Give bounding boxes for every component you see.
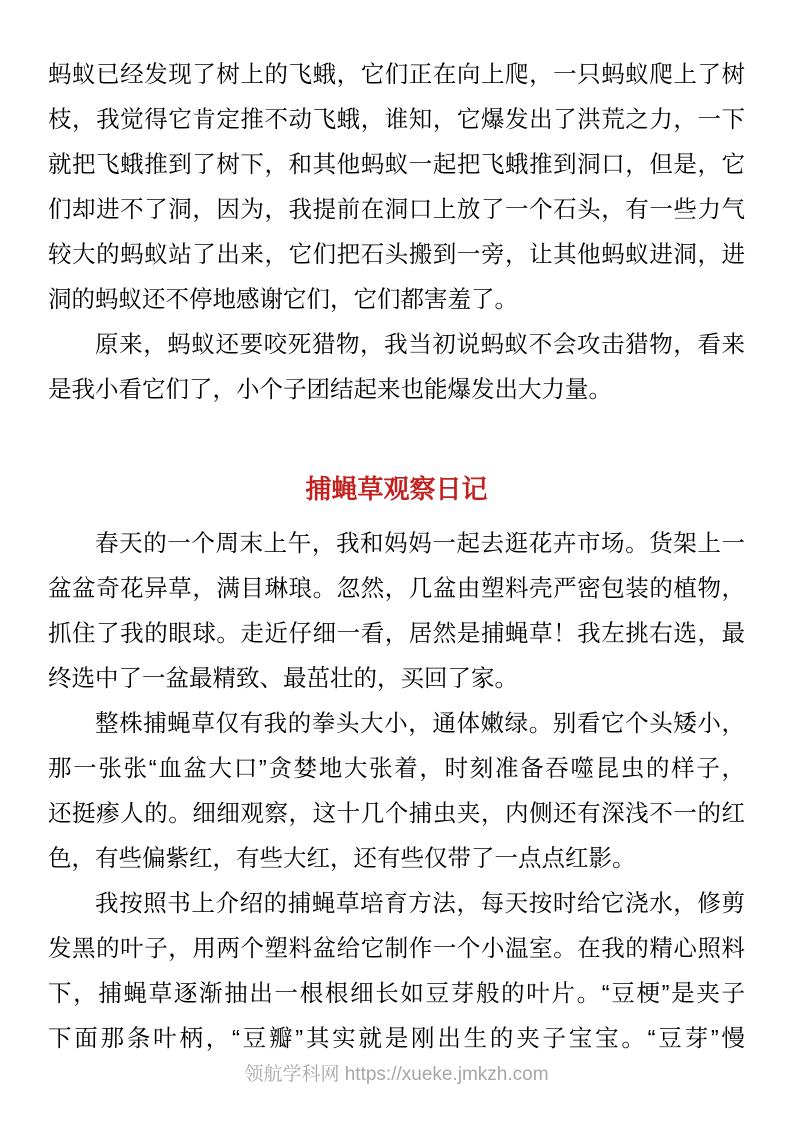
- text-line: 洞的蚂蚁还不停地感谢它们，它们都害羞了。: [48, 286, 518, 312]
- text-line: 下，捕蝇草逐渐抽出一根根细长如豆芽般的叶片。“豆梗”是夹子: [48, 980, 745, 1006]
- text-line: 盆盆奇花异草，满目琳琅。忽然，几盆由塑料壳严密包装的植物，: [48, 575, 745, 601]
- text-line: 色，有些偏紫红，有些大红，还有些仅带了一点点红影。: [48, 845, 636, 871]
- text-line: 春天的一个周末上午，我和妈妈一起去逛花卉市场。货架上一: [95, 530, 745, 556]
- text-line: 我按照书上介绍的捕蝇草培育方法，每天按时给它浇水，修剪: [95, 890, 745, 916]
- text-line: 抓住了我的眼球。走近仔细一看，居然是捕蝇草！我左挑右选，最: [48, 620, 745, 646]
- paragraph: [48, 701, 745, 881]
- text-line: 是我小看它们了，小个子团结起来也能爆发出大力量。: [48, 376, 612, 402]
- paragraph: [48, 521, 745, 701]
- essay-title: 捕蝇草观察日记: [305, 474, 488, 504]
- text-line: 就把飞蛾推到了树下，和其他蚂蚁一起把飞蛾推到洞口，但是，它: [48, 151, 745, 177]
- text-line: 还挺瘆人的。细细观察，这十几个捕虫夹，内侧还有深浅不一的红: [48, 800, 745, 826]
- paragraph: [48, 52, 745, 322]
- watermark-text: 领航学科网 https://xueke.jmkzh.com: [244, 1064, 549, 1085]
- paragraph: [48, 881, 745, 1061]
- text-line: 们却进不了洞，因为，我提前在洞口上放了一个石头，有一些力气: [48, 196, 745, 222]
- watermark: [0, 1062, 793, 1088]
- text-line: 蚂蚁已经发现了树上的飞蛾，它们正在向上爬，一只蚂蚁爬上了树: [48, 61, 745, 87]
- text-line: 原来，蚂蚁还要咬死猎物，我当初说蚂蚁不会攻击猎物，看来: [95, 331, 745, 357]
- text-line: 发黑的叶子，用两个塑料盆给它制作一个小温室。在我的精心照料: [48, 935, 745, 961]
- text-line: 终选中了一盆最精致、最茁壮的，买回了家。: [48, 665, 518, 691]
- text-line: 那一张张“血盆大口”贪婪地大张着，时刻准备吞噬昆虫的样子，: [48, 755, 745, 781]
- text-line: 整株捕蝇草仅有我的拳头大小，通体嫩绿。别看它个头矮小，: [95, 710, 745, 736]
- text-line: 较大的蚂蚁站了出来，它们把石头搬到一旁，让其他蚂蚁进洞，进: [48, 241, 745, 267]
- paragraph: [48, 322, 745, 412]
- text-line: 枝，我觉得它肯定推不动飞蛾，谁知，它爆发出了洪荒之力，一下: [48, 106, 745, 132]
- text-line: 下面那条叶柄，“豆瓣”其实就是刚出生的夹子宝宝。“豆芽”慢: [48, 1025, 745, 1051]
